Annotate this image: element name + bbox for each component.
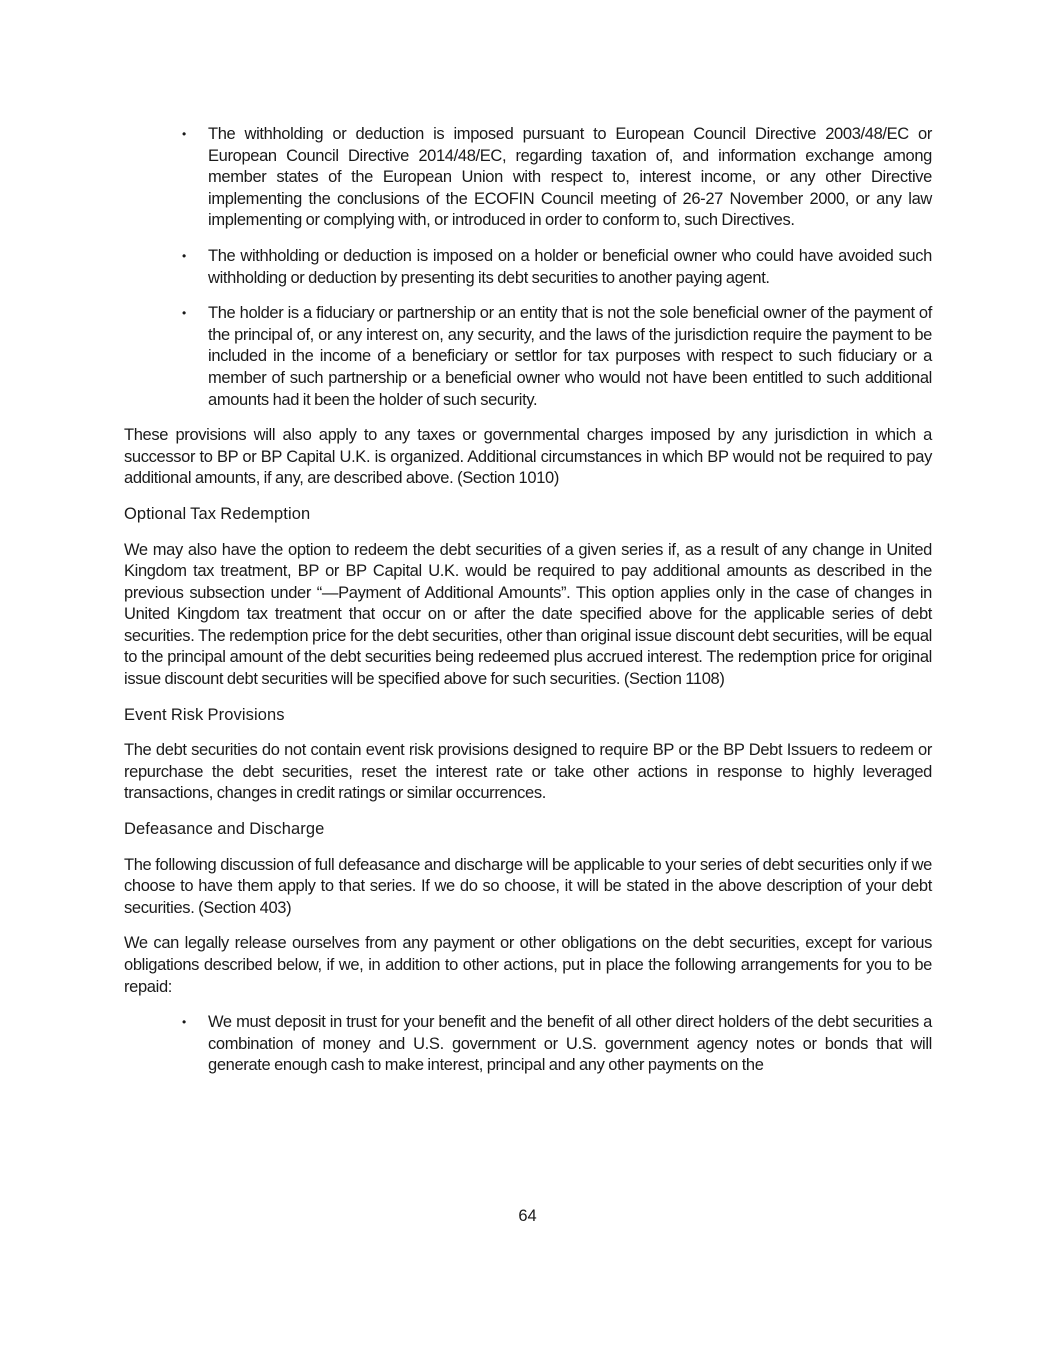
- list-item-text: We must deposit in trust for your benefit and the benefit of all other direct holders of the debt securities a combination of money and U.S. government or U.S. government agency notes or bonds that will generate enough cash to make interest, principal and any other payments on the: [208, 1013, 932, 1075]
- provisions-paragraph: These provisions will also apply to any taxes or governmental charges imposed by any jurisdiction in which a successor to BP or BP Capital U.K. is organized. Additional circumstances in which BP would not be required to pay additional amounts, if any, are described above. (Section 1010): [124, 426, 932, 488]
- optional-tax-redemption-paragraph: We may also have the option to redeem the debt securities of a given series if, as a result of any change in United Kingdom tax treatment, BP or BP Capital U.K. would be required to pay additional amounts as described in the previous subsection under “—Payment of Additional Amounts”. This option applies only in the case of changes in United Kingdom tax treatment that occur on or after the date specified above for the applicable series of debt securities. The redemption price for the debt securities, other than original issue discount debt securities, will be equal to the principal amount of the debt securities being redeemed plus accrued interest. The redemption price for original issue discount debt securities will be specified above for such securities. (Section 1108): [124, 540, 932, 689]
- event-risk-paragraph: The debt securities do not contain event risk provisions designed to require BP or the BP Debt Issuers to redeem or repurchase the debt securities, reset the interest rate or take other actions in response to highly leveraged transactions, changes in credit ratings or similar occurrences.: [124, 741, 932, 803]
- list-item-text: The withholding or deduction is imposed pursuant to European Council Directive 2003/48/EC or European Council Directive 2014/48/EC, regarding taxation of, and information exchange among member states of the European Union with respect to, interest income, or any other Directive implementing the conclusions of the ECOFIN Council meeting of 26-27 November 2000, or any law implementing or complying with, or introduced in order to conform to, such Directives.: [208, 125, 932, 230]
- list-item: [124, 1012, 932, 1077]
- bullet-icon: •: [182, 127, 186, 141]
- defeasance-heading: Defeasance and Discharge: [124, 820, 325, 839]
- document-page: [124, 124, 932, 1091]
- optional-tax-redemption-heading: Optional Tax Redemption: [124, 504, 311, 523]
- event-risk-heading: Event Risk Provisions: [124, 705, 285, 724]
- list-item: [124, 246, 932, 289]
- bullet-icon: •: [182, 1015, 186, 1030]
- defeasance-conditions-list: [124, 1012, 932, 1077]
- list-item-text: The holder is a fiduciary or partnership or an entity that is not the sole beneficial owner of the payment of the principal of, or any interest on, any security, and the laws of the jurisdiction require the payment to be included in the income of a beneficiary or settlor for tax purposes with respect to such fiduciary or a member of such partnership or a beneficial owner who would not have been entitled to such additional amounts had it been the holder of such security.: [208, 304, 932, 409]
- list-item: [124, 124, 932, 232]
- bullet-icon: •: [182, 248, 186, 263]
- page-number: 64: [518, 1207, 537, 1225]
- list-item: [124, 303, 932, 411]
- defeasance-paragraph-2: We can legally release ourselves from any payment or other obligations on the debt securities, except for various obligations described below, if we, in addition to other actions, put in place the following arrangements for you to be repaid:: [124, 934, 932, 996]
- list-item-text: The withholding or deduction is imposed on a holder or beneficial owner who could have avoided such withholding or deduction by presenting its debt securities to another paying agent.: [208, 246, 932, 287]
- bullet-icon: •: [182, 306, 186, 321]
- defeasance-paragraph-1: The following discussion of full defeasance and discharge will be applicable to your series of debt securities only if we choose to have them apply to that series. If we do so choose, it will be stated in the above description of your debt securities. (Section 403): [124, 855, 932, 917]
- withholding-exceptions-list: [124, 124, 932, 411]
